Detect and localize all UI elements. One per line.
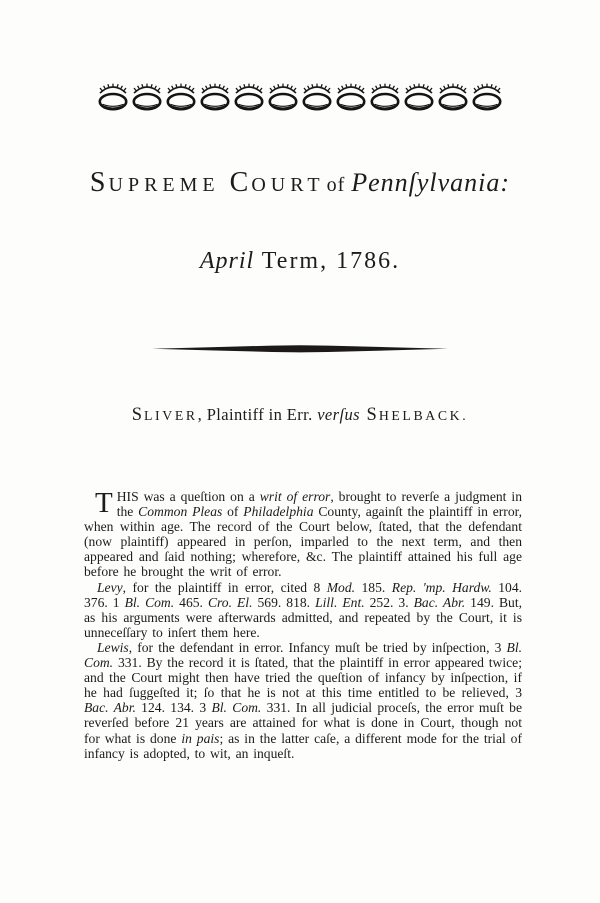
opinion-body (84, 489, 522, 761)
text-segment: Bac. Abr. (413, 594, 466, 610)
paragraph-facts (84, 489, 522, 580)
case-heading-middle: , Plaintiff in Err. (197, 405, 318, 424)
floral-ornament-icon (402, 83, 436, 111)
text-segment: Levy (97, 579, 123, 595)
court-title-text: C (229, 167, 252, 198)
court-title (0, 167, 600, 199)
text-segment: Rep. 'mp. Hardw. (391, 579, 492, 595)
floral-ornament-icon (130, 83, 164, 111)
text-segment: of (222, 504, 244, 520)
text-segment: , for the plaintiff in error, cited 8 (122, 579, 327, 595)
swelled-rule-icon (152, 344, 448, 354)
text-segment: Philadelphia (243, 504, 314, 520)
party-name: LIVER (144, 408, 198, 423)
text-segment: ; as in the latter caſe, a different mode for the trial of infancy is adopted, to wit, an inqueſt. (84, 730, 522, 761)
floral-ornament-icon (300, 83, 334, 111)
term-line (0, 248, 600, 275)
text-segment: Mod. (326, 579, 356, 595)
floral-ornament-icon (96, 83, 130, 111)
text-segment: 331. By the record it is ſtated, that the plaintiff in error appeared twice; and the Court might then have tried the queſtion of infancy by inſpection, if he had ſuggeſted it; ſo that he is not at this time entitled to be relieved, 3 (84, 655, 522, 701)
court-title-text: UPREME (108, 174, 220, 196)
versus-word: verſus (317, 405, 360, 424)
term-month: April (199, 248, 255, 274)
floral-ornament-icon (334, 83, 368, 111)
floral-ornament-icon (164, 83, 198, 111)
text-segment: in pais (181, 730, 220, 746)
floral-ornament-icon (198, 83, 232, 111)
text-segment: HIS was a queſtion on a (116, 489, 260, 504)
text-segment: 185. (355, 579, 392, 595)
text-segment: Bl. Com. (211, 700, 262, 716)
text-segment: Bl. Com. (84, 639, 522, 671)
text-segment: 124. 134. 3 (135, 700, 212, 716)
party-name: S (359, 405, 379, 425)
text-segment: Bac. Abr. (84, 700, 136, 716)
text-segment: 331. In all judicial proceſs, the error muſt be reverſed before 21 years are attained for what is done in Court, though not for what is done (84, 700, 522, 746)
text-segment: Lill. Ent. (315, 594, 365, 610)
floral-ornament-icon (368, 83, 402, 111)
floral-ornament-icon (232, 83, 266, 111)
text-segment: Common Pleas (138, 504, 223, 520)
court-title-text: OURT (251, 174, 325, 196)
court-title-text: S (89, 167, 109, 198)
paragraph-lewis-argument (84, 640, 522, 761)
text-segment: Cro. El. (207, 594, 253, 610)
text-segment: County, againſt the plaintiff in error, when within age. The record of the Court below, ſtated, that the defendant (now plaintiff) appeared in perſon, imparled to the next term, and then appeared and ſaid nothing; wherefore, &c. The plaintiff attained his full age before he brought the writ of error. (84, 504, 522, 580)
paragraph-levy-argument (84, 580, 522, 640)
party-name: HELBACK. (378, 408, 469, 423)
term-year: Term, 1786. (254, 248, 401, 274)
text-segment: 252. 3. (364, 594, 414, 610)
swelled-rule-divider (152, 341, 448, 359)
text-segment: , brought to reverſe a judgment in the (116, 489, 522, 520)
floral-ornament-icon (266, 83, 300, 111)
party-name: S (131, 405, 145, 425)
text-segment: writ of error (259, 489, 331, 504)
floral-ornament-icon (470, 83, 504, 111)
case-heading (0, 405, 600, 426)
court-title-connector: of (326, 174, 346, 196)
text-segment: Lewis (97, 639, 129, 655)
jurisdiction-name: Pennſylvania: (351, 168, 511, 197)
text-segment: 465. (174, 594, 208, 610)
text-segment: 149. But, as his arguments were afterwards admitted, and repeated by the Court, it is unneceſſary to inſert them here. (84, 594, 523, 640)
ornamental-headband (96, 83, 504, 111)
text-segment: , for the defendant in error. Infancy muſt be tried by inſpection, 3 (128, 639, 507, 655)
text-segment: 104. 376. 1 (84, 579, 523, 610)
drop-cap-letter: T (95, 487, 113, 519)
floral-ornament-icon (436, 83, 470, 111)
text-segment: Bl. Com. (124, 594, 175, 610)
text-segment: 569. 818. (252, 594, 316, 610)
